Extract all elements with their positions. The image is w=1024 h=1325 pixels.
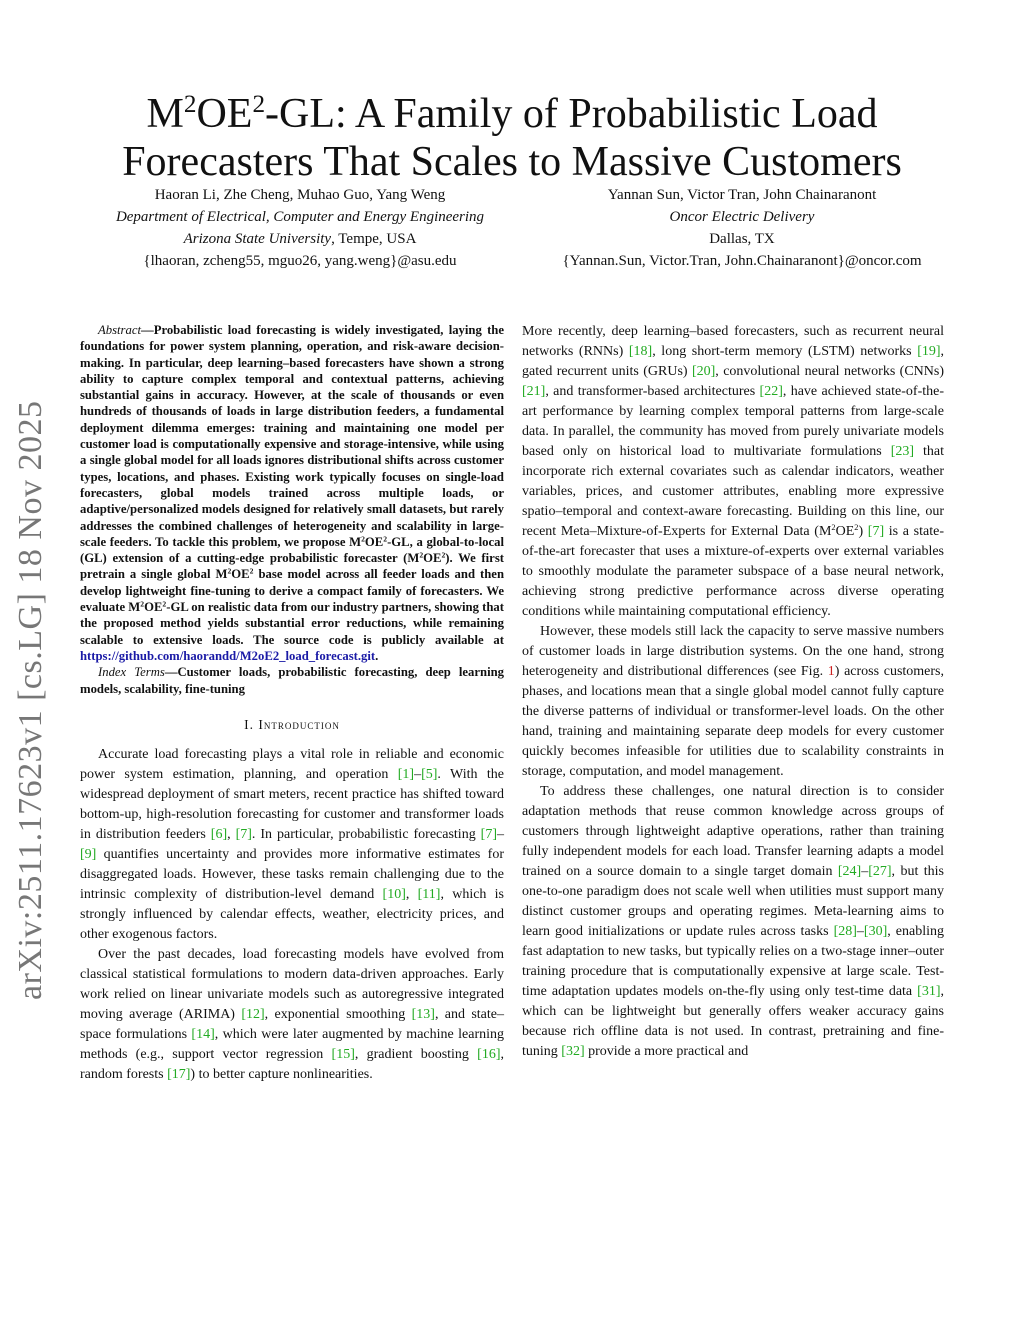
title-m: M — [146, 91, 184, 137]
citation-link[interactable]: [32] — [561, 1044, 585, 1059]
title-sup-2: 2 — [252, 90, 266, 118]
right-paragraph-3 — [522, 782, 944, 1062]
affiliation-asu — [80, 184, 520, 272]
authors-left: Haoran Li, Zhe Cheng, Muhao Guo, Yang Weng — [154, 187, 446, 203]
abstract-text-6: OE — [231, 567, 250, 582]
abstract — [80, 322, 504, 664]
abstract-text-5: ). We first pretrain a single global M — [80, 551, 504, 582]
citation-link[interactable]: [10] — [382, 886, 406, 902]
text: However, these models still lack the capacity to serve massive numbers of customer loads in large distribution systems. On the one hand, strong heterogeneity and distributional differences (see Fig. — [522, 624, 944, 679]
citation-link[interactable]: [17] — [167, 1066, 191, 1082]
text: , have achieved state-of-the-art performance by learning complex temporal patterns from large-scale data. In parallel, the community has moved from purely univariate models based only on historical load to multivariate formulations — [522, 384, 944, 459]
citation-link[interactable]: [28] — [833, 924, 857, 939]
figure-link[interactable]: 1 — [827, 664, 835, 679]
text: OE — [835, 524, 855, 539]
citation-link[interactable]: [18] — [628, 344, 653, 359]
text: quantifies uncertainty and provides more informative estimates for disaggregated loads. However, these tasks remain challenging due to the intrinsic complexity of distribution-level demand — [80, 846, 504, 902]
citation-link[interactable]: [7] — [867, 524, 885, 539]
text: . With the widespread deployment of smart meters, recent practice has shifted toward bottom-up, high-resolution forecasting for customer and transformer loads in distribution feeders — [80, 766, 504, 842]
text: , which were later augmented by machine learning methods (e.g., support vector regression — [80, 1026, 504, 1062]
section-number: I. — [244, 716, 259, 732]
citation-link[interactable]: [20] — [691, 364, 716, 379]
text: – — [497, 826, 504, 842]
citation-link[interactable]: [14] — [191, 1026, 215, 1042]
text: , — [227, 826, 236, 842]
text: , convolutional neural networks (CNNs) — [715, 364, 944, 379]
section-heading-introduction — [80, 715, 504, 735]
citation-link[interactable]: [15] — [331, 1046, 355, 1062]
citation-link[interactable]: [11] — [417, 886, 441, 902]
citation-link[interactable]: [19] — [917, 344, 941, 359]
text: ) to better capture nonlinearities. — [190, 1066, 373, 1082]
org-right: Oncor Electric Delivery — [669, 209, 815, 225]
text: that incorporate rich external covariates such as calendar indicators, weather variables, prices, and customer attributes, enabling more expressive spatio–temporal and context-aware forecasting. Building on this line, our recent Meta–Mixture-of-Experts for External Data (M — [522, 444, 944, 539]
text: To address these challenges, one natural direction is to consider adaptation methods that reuse common knowledge across groups of customers through lightweight adaptive operations, rather than training fully independent models for each load. Transfer learning adapts a model trained on a source domain to a single target domain — [522, 784, 944, 879]
abstract-text-4: OE — [423, 551, 442, 566]
source-code-link[interactable]: https://github.com/haorandd/M2oE2_load_forecast.git — [80, 648, 376, 663]
left-column — [80, 322, 504, 1085]
city-right: Dallas, TX — [709, 231, 775, 247]
intro-paragraph-2 — [80, 945, 504, 1085]
citation-link[interactable]: [13] — [411, 1006, 435, 1022]
text: , long short-term memory (LSTM) networks — [652, 344, 918, 359]
section-name: Introduction — [258, 716, 340, 732]
citation-link[interactable]: [16] — [477, 1046, 501, 1062]
title-oe: OE — [196, 91, 253, 137]
citation-link[interactable]: [12] — [241, 1006, 265, 1022]
abs-sup: 2 — [383, 534, 388, 544]
right-column — [522, 322, 944, 1062]
emails-right: {Yannan.Sun, Victor.Tran, John.Chainaranont}@oncor.com — [562, 253, 922, 269]
abs-sup: 2 — [227, 566, 232, 576]
citation-link[interactable]: [27] — [868, 864, 892, 879]
text: , but this one-to-one paradigm does not scale well when utilities must support many distinct customer groups and operating regimes. Meta-learning aims to learn good initializations or update rules across tasks — [522, 864, 944, 939]
authors-right: Yannan Sun, Victor Tran, John Chainaranont — [607, 187, 877, 203]
text: , enabling fast adaptation to new tasks, but typically relies on a two-stage inner–outer training procedure that is computationally expensive at large scale. Test-time adaptation updates models on-the-fly using only test-time data — [522, 924, 944, 999]
text: . In particular, probabilistic forecasting — [251, 826, 481, 842]
title-sup-1: 2 — [183, 90, 197, 118]
arxiv-sidebar-stamp: arXiv:2511.17623v1 [cs.LG] 18 Nov 2025 — [12, 400, 49, 1000]
citation-link[interactable]: [7] — [235, 826, 252, 842]
index-terms-text: —Customer loads, probabilistic forecasting, deep learning models, scalability, fine-tuning — [80, 665, 505, 696]
abstract-text-7: base model across all feeder loads and then develop lightweight fine-tuning to derive a compact family of forecasters. We evaluate M — [80, 567, 504, 615]
dept-left: Department of Electrical, Computer and Energy Engineering — [115, 209, 485, 225]
text: – — [861, 864, 869, 879]
text: is a state-of-the-art forecaster that uses a mixture-of-experts over external variables to smoothly modulate the parameter subspace of a base neural network, achieving strong predictive performance across diverse operating conditions while maintaining computational efficiency. — [522, 524, 944, 619]
univ-name: Arizona State University — [183, 231, 332, 247]
citation-link[interactable]: [7] — [480, 826, 497, 842]
text: , gated recurrent units (GRUs) — [522, 344, 945, 379]
text: , which is strongly influenced by calendar effects, weather, electricity prices, and other exogenous factors. — [80, 886, 505, 942]
abs-sup: 2 — [419, 550, 424, 560]
text: , and state–space formulations — [80, 1006, 504, 1042]
text: , and transformer-based architectures — [545, 384, 760, 399]
right-paragraph-1 — [522, 322, 944, 622]
abstract-label: Abstract — [98, 323, 141, 337]
abs-sup: 2 — [249, 566, 254, 576]
index-terms — [80, 664, 504, 697]
index-terms-label: Index Terms — [98, 665, 165, 680]
citation-link[interactable]: [24] — [837, 864, 862, 879]
text: , gradient boosting — [354, 1046, 478, 1062]
sup: 2 — [854, 522, 859, 532]
text: Over the past decades, load forecasting models have evolved from classical statistical formulations to modern data-driven approaches. Early work relied on linear univariate models such as autoregressive integrated moving average (ARIMA) — [80, 946, 504, 1022]
univ-left — [80, 228, 520, 250]
text: Accurate load forecasting plays a vital role in reliable and economic power system estimation, planning, and operation — [80, 746, 504, 782]
intro-paragraph-1 — [80, 745, 504, 945]
title-line1-rest: -GL: A Family of Probabilistic Load — [265, 91, 878, 137]
paper-title — [60, 90, 964, 186]
citation-link[interactable]: [31] — [917, 984, 941, 999]
citation-link[interactable]: [23] — [890, 444, 915, 459]
citation-link[interactable]: [30] — [863, 924, 888, 939]
emails-left: {lhaoran, zcheng55, mguo26, yang.weng}@asu.edu — [143, 253, 457, 269]
affiliation-oncor — [512, 184, 972, 272]
abstract-text-8: OE — [144, 600, 163, 615]
abs-sup: 2 — [162, 599, 167, 609]
citation-link[interactable]: [9] — [80, 846, 97, 862]
citation-link[interactable]: [21] — [522, 384, 546, 399]
citation-link[interactable]: [22] — [759, 384, 783, 399]
text: , which can be lightweight but generally offers weaker accuracy gains because rich offline data is not used. In contrast, pretraining and fine-tuning — [522, 984, 944, 1059]
citation-link[interactable]: [6] — [210, 826, 228, 842]
univ-city: , Tempe, USA — [331, 231, 417, 247]
citation-link[interactable]: [1] — [397, 766, 415, 782]
abstract-text-9: -GL on realistic data from our industry partners, showing that the proposed method yields substantial error reductions, while remaining scalable to extensive loads. The source code is publicly available at — [80, 600, 504, 647]
text: ) across customers, phases, and locations mean that a single global model cannot fully capture the diverse patterns of individual or transformer-level loads. On the other hand, training and maintaining separate deep models for every customer quickly becomes infeasible for utilities due to scalability constraints in storage, computation, and model management. — [522, 664, 944, 779]
text: , exponential smoothing — [264, 1006, 412, 1022]
text: , random forests — [80, 1046, 504, 1082]
right-paragraph-2 — [522, 622, 944, 782]
text: ) — [858, 524, 868, 539]
abstract-text-1: —Probabilistic load forecasting is widely investigated, laying the foundations for power system planning, operation, and risk-aware decision-making. In particular, deep learning–based forecasters have shown a strong ability to capture complex temporal and contextual patterns, achieving substantial gains in accuracy. However, at the scale of thousands or even hundreds of thousands of loads in large distribution feeders, a fundamental deployment dilemma emerges: training and maintaining one model per customer load is computationally expensive and storage-intensive, while using a single global model for all loads ignores distributional shifts across customer types, locations, and phases. Existing work typically focuses on single-load forecasters, global models trained across multiple loads, or adaptive/personalized models designed for relatively small datasets, but rarely addresses the combined challenges of heterogeneity and scalability in large-scale feeders. To tackle this problem, we propose M — [80, 323, 504, 549]
text: – — [414, 766, 422, 782]
abs-sup: 2 — [361, 534, 365, 544]
abstract-text-10: . — [375, 648, 379, 663]
text: , — [405, 886, 418, 902]
sup: 2 — [831, 522, 836, 532]
text: More recently, deep learning–based forecasters, such as recurrent neural networks (RNNs) — [522, 324, 944, 359]
citation-link[interactable]: [5] — [421, 766, 438, 782]
text: – — [856, 924, 864, 939]
text: provide a more practical and — [584, 1044, 749, 1059]
abstract-text-3: -GL, a global-to-local (GL) extension of a cutting-edge probabilistic forecaster (M — [80, 534, 504, 566]
abstract-text-2: OE — [364, 534, 384, 549]
abs-sup: 2 — [441, 550, 446, 560]
abs-sup: 2 — [140, 599, 145, 609]
title-line2: Forecasters That Scales to Massive Customers — [122, 139, 902, 185]
